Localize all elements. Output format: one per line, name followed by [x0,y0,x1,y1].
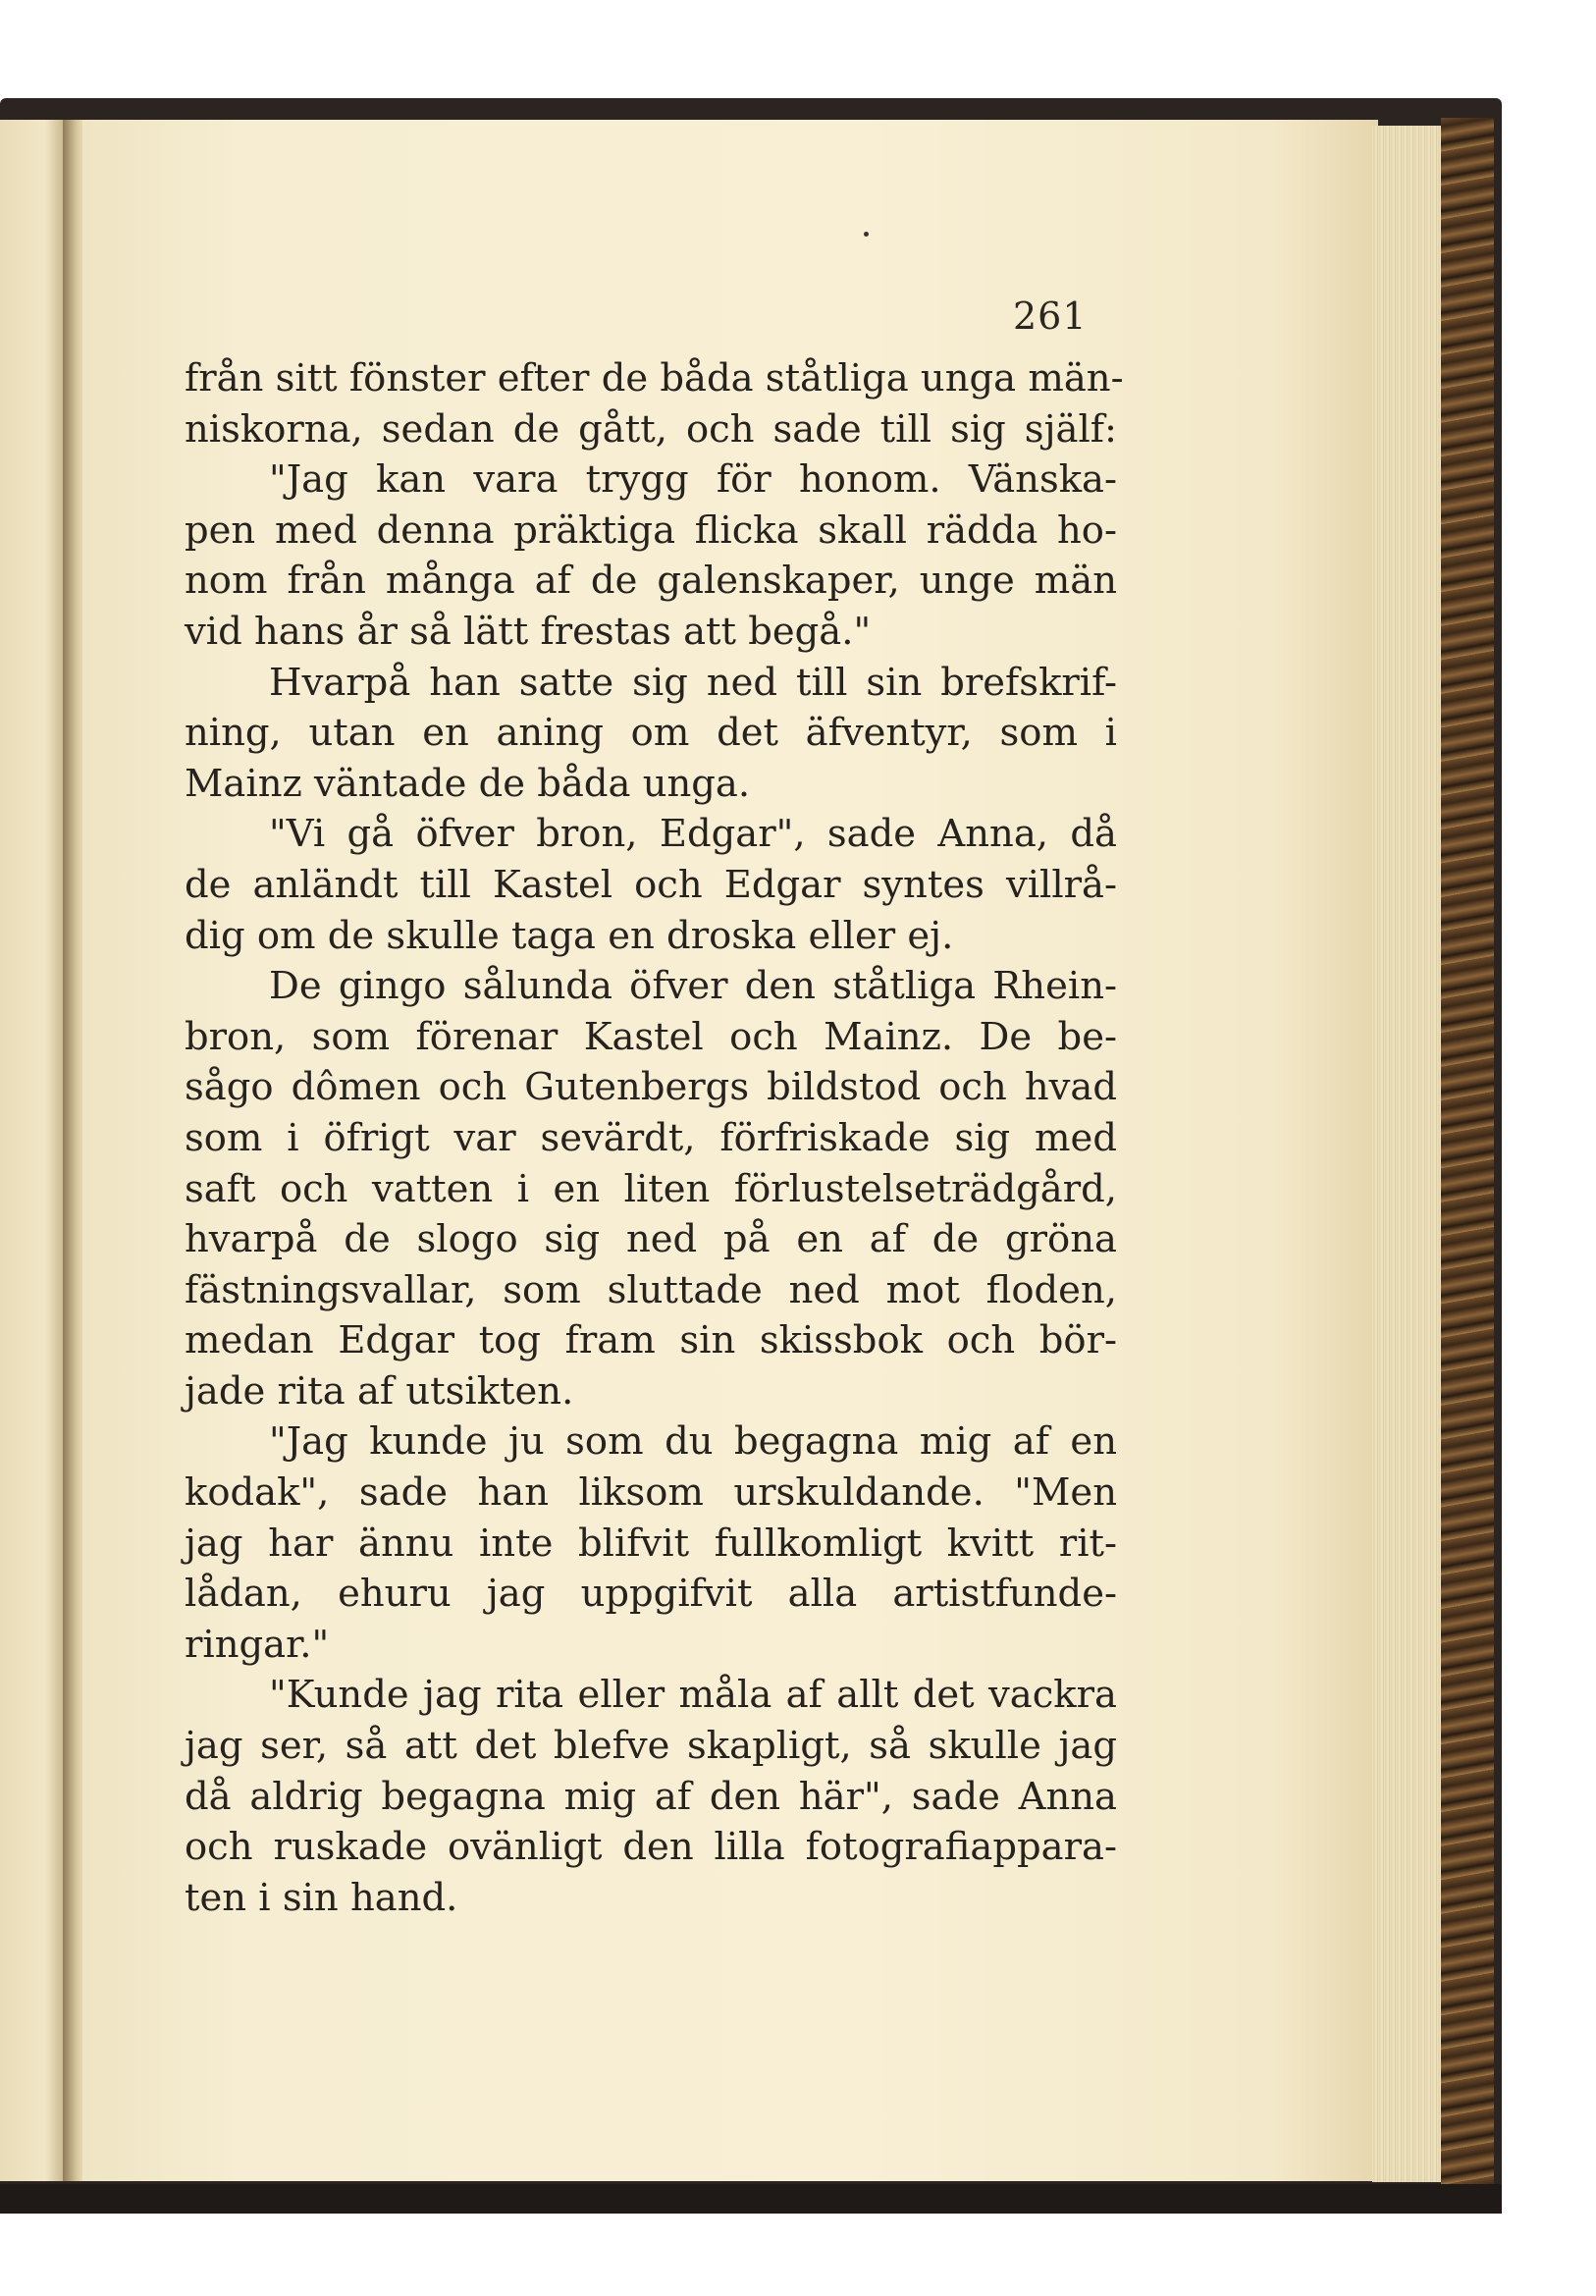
text-line: Mainz väntade de båda unga. [185,761,751,806]
text-line: de anländt till Kastel och Edgar syntes villrå- [185,862,1117,907]
text-line: kodak", sade han liksom urskuldande. "Men [185,1470,1117,1516]
text-line: "Jag kan vara trygg för honom. Vänska- [269,457,1117,503]
text-line: niskorna, sedan de gått, och sade till sig själf: [185,406,1117,452]
text-line: ning, utan en aning om det äfventyr, som i [185,711,1117,756]
text-line: ten i sin hand. [185,1875,458,1920]
page-body-text [185,353,1124,1923]
text-line: vid hans år så lätt frestas att begå." [185,609,872,654]
text-line: ringar." [185,1622,330,1667]
text-line: saft och vatten i en liten förlustelseträdgård, [185,1166,1117,1211]
text-line: jag har ännu inte blifvit fullkomligt kvitt rit- [185,1521,1117,1566]
marbled-fore-edge [1441,118,1494,2184]
text-line: lådan, ehuru jag uppgifvit alla artistfunde- [185,1572,1117,1617]
text-line: nom från många af de galenskaper, unge män [185,559,1117,604]
cover-bottom-edge [0,2184,1502,2214]
page-stack-edge [1372,126,1443,2182]
text-line: bron, som förenar Kastel och Mainz. De be- [185,1014,1117,1059]
text-line: jag ser, så att det blefve skapligt, så skulle jag [185,1724,1117,1769]
text-line: jade rita af utsikten. [185,1368,574,1414]
text-line: "Kunde jag rita eller måla af allt det vackra [269,1673,1117,1718]
text-line: De gingo sålunda öfver den ståtliga Rhein- [269,964,1117,1009]
text-line: fästningsvallar, som sluttade ned mot floden, [185,1267,1117,1312]
text-line: medan Edgar tog fram sin skissbok och bör- [185,1318,1117,1363]
page-number: 261 [1013,294,1088,338]
text-line: då aldrig begagna mig af den här", sade Anna [185,1774,1117,1819]
ink-speck [864,232,869,237]
text-line: dig om de skulle taga en droska eller ej. [185,913,954,958]
text-line: Hvarpå han satte sig ned till sin brefskrif- [269,660,1117,705]
text-line: "Vi gå öfver bron, Edgar", sade Anna, då [269,812,1117,857]
text-line: hvarpå de slogo sig ned på en af de gröna [185,1217,1117,1262]
text-line: pen med denna präktiga flicka skall rädda ho- [185,507,1117,553]
text-line: "Jag kunde ju som du begagna mig af en [269,1419,1117,1465]
left-page-edge [0,120,65,2181]
text-line: sågo dômen och Gutenbergs bildstod och hvad [185,1065,1117,1110]
text-line: och ruskade ovänligt den lilla fotografiappara- [185,1825,1117,1870]
text-line: från sitt fönster efter de båda ståtliga unga män- [185,356,1124,400]
text-line: som i öfrigt var sevärdt, förfriskade sig med [185,1115,1117,1160]
